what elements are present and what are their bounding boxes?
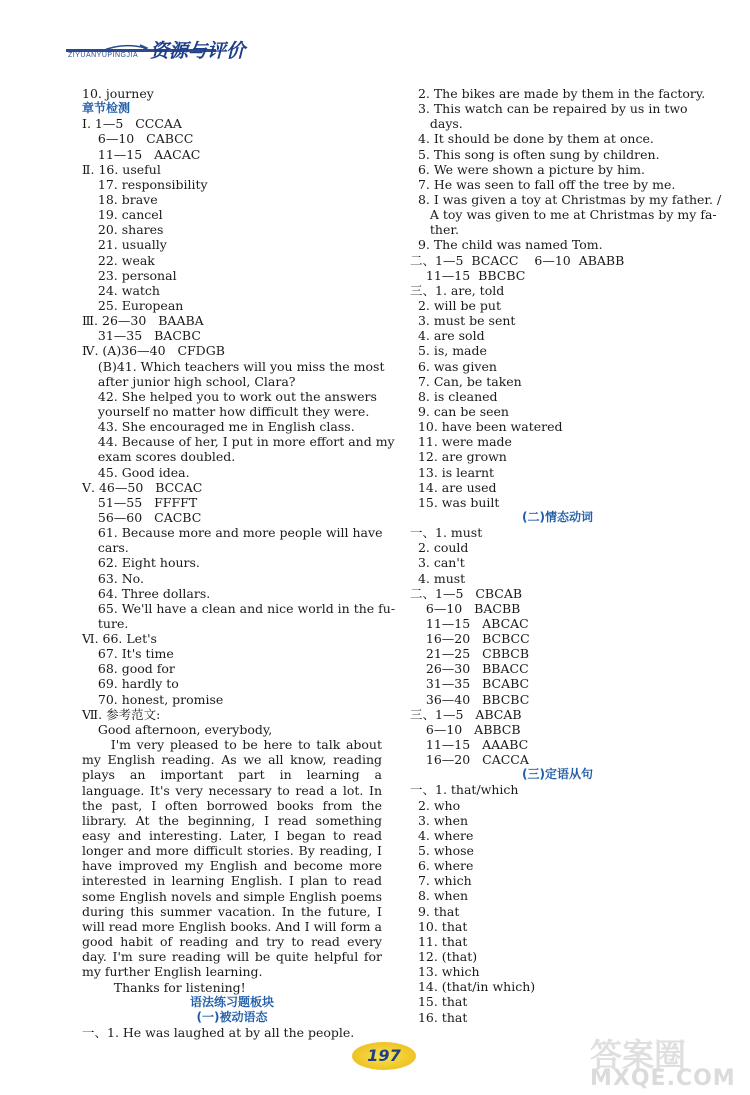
- section-heading: 章节检测: [82, 101, 131, 116]
- answer-line: 14. (that/in which): [410, 979, 536, 995]
- answer-line: 5. whose: [410, 843, 474, 859]
- answer-line: 4. It should be done by them at once.: [410, 131, 654, 147]
- answer-line: 11—15 AACAC: [82, 146, 201, 162]
- answer-line: 16—20 CACCA: [410, 752, 529, 768]
- answer-line: 21. usually: [82, 237, 167, 253]
- answer-line: 10. that: [410, 918, 468, 934]
- answer-line: 11. were made: [410, 434, 512, 450]
- answer-line: 13. which: [410, 964, 480, 980]
- answer-line: 11—15 AAABC: [410, 737, 529, 753]
- header-pinyin: ZIYUANYUPINGJIA: [68, 52, 139, 59]
- answer-line: Good afternoon, everybody,: [82, 721, 273, 737]
- answer-line: 7. which: [410, 873, 472, 889]
- watermark-text: MXQE.COM: [590, 1066, 736, 1091]
- answer-line: 6—10 BACBB: [410, 600, 521, 616]
- answer-line: 42. She helped you to work out the answers: [82, 388, 377, 404]
- answer-line: 7. Can, be taken: [410, 373, 522, 389]
- right-answer-column: [410, 86, 722, 1025]
- answer-line: 14. are used: [410, 479, 497, 495]
- answer-line: 25. European: [82, 297, 184, 313]
- answer-line: Ⅶ. 参考范文:: [82, 706, 161, 722]
- answer-line: 23. personal: [82, 267, 177, 283]
- answer-line: 9. can be seen: [410, 403, 509, 419]
- answer-line: 6. was given: [410, 358, 497, 374]
- answer-line: 51—55 FFFFT: [82, 494, 198, 510]
- answer-line: 8. when: [410, 888, 469, 904]
- answer-line: 一、1. must: [410, 525, 483, 541]
- answer-line: 二、1—5 CBCAB: [410, 585, 523, 601]
- answer-line: ther.: [410, 222, 459, 238]
- sample-essay-paragraph: I'm very pleased to be here to talk about my English reading. As we all know, reading plays an important part in learning a language. It's very necessary to read a lot. In the past, I often borrowed books from the library. At the beginning, I read something easy and interesting. Later, I began to read longer and more difficult stories. By reading, I have improved my English and become more interested in learning English. I plan to read some English novels and simple English poems during this summer vacation. In the future, I will read more English books. And I will form a good habit of reading and try to read every day. I'm sure reading will be quite helpful for my further English learning.: [82, 737, 382, 980]
- answer-line: 36—40 BBCBC: [410, 691, 530, 707]
- answer-line: 3. must be sent: [410, 313, 516, 329]
- answer-line: 26—30 BBACC: [410, 661, 529, 677]
- answer-line: Ⅴ. 46—50 BCCAC: [82, 479, 203, 495]
- answer-line: after junior high school, Clara?: [82, 373, 296, 389]
- answer-line: Ⅰ. 1—5 CCCAA: [82, 116, 182, 132]
- section-heading: 语法练习题板块: [189, 994, 274, 1009]
- answer-line: 18. brave: [82, 191, 158, 207]
- watermark-logo: 答案圈: [590, 1036, 687, 1074]
- answer-line: 8. I was given a toy at Christmas by my father. /: [410, 191, 722, 207]
- answer-line: 2. The bikes are made by them in the factory.: [410, 86, 706, 101]
- answer-line: 16—20 BCBCC: [410, 631, 530, 647]
- answer-line: 6. We were shown a picture by him.: [410, 161, 645, 177]
- section-heading: (二)情态动词: [522, 509, 593, 524]
- answer-line: 70. honest, promise: [82, 691, 224, 707]
- answer-line: 4. must: [410, 570, 466, 586]
- answer-line: 61. Because more and more people will have: [82, 525, 383, 541]
- answer-line: 7. He was seen to fall off the tree by me.: [410, 176, 676, 192]
- answer-line: 20. shares: [82, 222, 164, 238]
- page-number-badge: [352, 1042, 416, 1070]
- answer-line: 6—10 CABCC: [82, 131, 194, 147]
- answer-line: 2. who: [410, 797, 461, 813]
- answer-line: 9. The child was named Tom.: [410, 237, 603, 253]
- answer-line: 三、1. are, told: [410, 282, 505, 298]
- answer-line: 45. Good idea.: [82, 464, 190, 480]
- answer-line: 一、1. He was laughed at by all the people.: [82, 1024, 355, 1040]
- answer-line: 24. watch: [82, 282, 160, 298]
- answer-line: 3. This watch can be repaired by us in two: [410, 101, 688, 117]
- answer-line: 17. responsibility: [82, 176, 208, 192]
- answer-line: 68. good for: [82, 661, 175, 677]
- answer-line: yourself no matter how difficult they were.: [82, 403, 370, 419]
- answer-line: 56—60 CACBC: [82, 509, 202, 525]
- answer-line: 11. that: [410, 933, 468, 949]
- answer-line: 4. where: [410, 827, 474, 843]
- answer-line: 9. that: [410, 903, 460, 919]
- answer-line: Thanks for listening!: [82, 979, 246, 995]
- answer-line: Ⅳ. (A)36—40 CFDGB: [82, 343, 225, 359]
- answer-line: 6. where: [410, 858, 474, 874]
- answer-line: 10. journey: [82, 86, 154, 101]
- section-heading: (三)定语从句: [522, 767, 593, 782]
- page-header: [66, 34, 266, 74]
- answer-line: 8. is cleaned: [410, 388, 498, 404]
- answer-line: 三、1—5 ABCAB: [410, 706, 522, 722]
- answer-line: 一、1. that/which: [410, 782, 519, 798]
- answer-line: 3. when: [410, 812, 469, 828]
- answer-line: Ⅵ. 66. Let's: [82, 631, 157, 647]
- answer-line: 15. was built: [410, 494, 500, 510]
- answer-line: 12. are grown: [410, 449, 507, 465]
- answer-line: 43. She encouraged me in English class.: [82, 419, 355, 435]
- answer-line: ture.: [82, 615, 129, 631]
- answer-line: (B)41. Which teachers will you miss the most: [82, 358, 385, 374]
- answer-line: cars.: [82, 540, 129, 556]
- page-number: 197: [367, 1046, 401, 1065]
- answer-line: 11—15 ABCAC: [410, 615, 529, 631]
- answer-line: 15. that: [410, 994, 468, 1010]
- answer-line: 二、1—5 BCACC 6—10 ABABB: [410, 252, 625, 268]
- answer-line: 2. could: [410, 540, 469, 556]
- answer-line: exam scores doubled.: [82, 449, 236, 465]
- answer-line: 31—35 BACBC: [82, 328, 201, 344]
- answer-line: 13. is learnt: [410, 464, 495, 480]
- answer-line: 11—15 BBCBC: [410, 267, 526, 283]
- answer-line: Ⅲ. 26—30 BAABA: [82, 313, 204, 329]
- answer-line: days.: [410, 116, 463, 132]
- answer-line: 69. hardly to: [82, 676, 179, 692]
- answer-line: 31—35 BCABC: [410, 676, 530, 692]
- answer-line: 6—10 ABBCB: [410, 721, 521, 737]
- section-heading: (一)被动语态: [196, 1009, 268, 1024]
- header-title: 资源与评价: [150, 40, 246, 62]
- answer-line: 22. weak: [82, 252, 155, 268]
- answer-line: 5. This song is often sung by children.: [410, 146, 660, 162]
- answer-line: 67. It's time: [82, 646, 174, 662]
- answer-line: A toy was given to me at Christmas by my fa-: [410, 207, 717, 223]
- answer-line: 12. (that): [410, 949, 478, 965]
- answer-line: 19. cancel: [82, 207, 163, 223]
- answer-line: 64. Three dollars.: [82, 585, 211, 601]
- answer-line: 3. can't: [410, 555, 465, 571]
- answer-line: 2. will be put: [410, 297, 501, 313]
- answer-line: 62. Eight hours.: [82, 555, 200, 571]
- answer-line: 4. are sold: [410, 328, 485, 344]
- left-answer-column: [82, 86, 396, 1040]
- answer-line: 21—25 CBBCB: [410, 646, 530, 662]
- answer-line: 10. have been watered: [410, 419, 563, 435]
- answer-line: 16. that: [410, 1009, 468, 1025]
- answer-line: 65. We'll have a clean and nice world in the fu-: [82, 600, 396, 616]
- answer-line: Ⅱ. 16. useful: [82, 161, 161, 177]
- answer-line: 63. No.: [82, 570, 144, 586]
- answer-line: 44. Because of her, I put in more effort and my: [82, 434, 395, 450]
- watermark: [590, 1030, 740, 1090]
- answer-line: 5. is, made: [410, 343, 487, 359]
